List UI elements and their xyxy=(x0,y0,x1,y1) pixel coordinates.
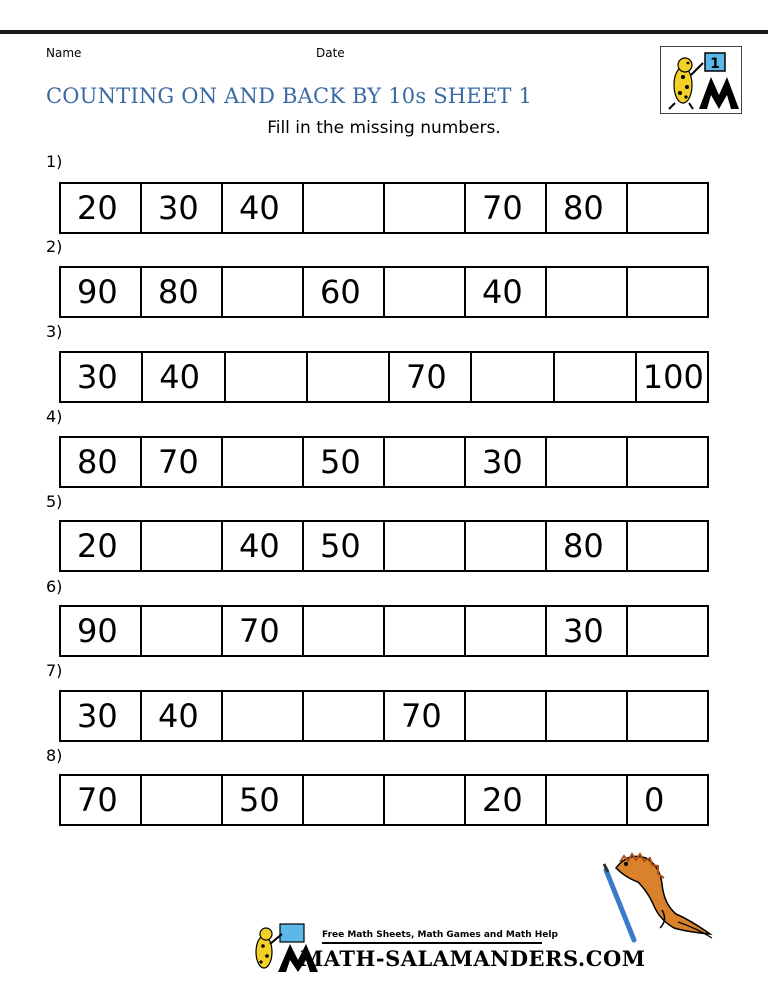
number-cell: 40 xyxy=(466,268,547,316)
answer-box-blank[interactable] xyxy=(304,607,385,655)
number-cell: 30 xyxy=(142,184,223,232)
number-cell: 70 xyxy=(390,353,472,401)
number-cell: 20 xyxy=(61,184,142,232)
number-sequence-row xyxy=(59,351,709,403)
answer-box-blank[interactable] xyxy=(304,184,385,232)
number-cell: 30 xyxy=(466,438,547,486)
answer-box-blank[interactable] xyxy=(385,438,466,486)
header-logo xyxy=(660,46,742,114)
instructions: Fill in the missing numbers. xyxy=(267,118,501,138)
number-cell: 70 xyxy=(142,438,223,486)
answer-box-blank[interactable] xyxy=(223,268,304,316)
question-number: 1) xyxy=(46,152,63,171)
number-sequence-row xyxy=(59,520,709,572)
answer-box-blank[interactable] xyxy=(547,268,628,316)
answer-box-blank[interactable] xyxy=(385,522,466,570)
answer-box-blank[interactable] xyxy=(628,692,707,740)
answer-box-blank[interactable] xyxy=(223,438,304,486)
worksheet-title: COUNTING ON AND BACK BY 10s SHEET 1 xyxy=(46,84,533,108)
answer-box-blank[interactable] xyxy=(547,692,628,740)
number-cell: 40 xyxy=(143,353,225,401)
answer-box-blank[interactable] xyxy=(304,776,385,824)
top-rule xyxy=(0,30,768,34)
number-cell: 60 xyxy=(304,268,385,316)
answer-box-blank[interactable] xyxy=(385,184,466,232)
number-cell: 30 xyxy=(61,692,142,740)
answer-box-blank[interactable] xyxy=(628,438,707,486)
number-cell: 70 xyxy=(466,184,547,232)
number-cell: 50 xyxy=(304,522,385,570)
number-sequence-row xyxy=(59,774,709,826)
number-cell: 90 xyxy=(61,607,142,655)
number-cell: 30 xyxy=(61,353,143,401)
answer-box-blank[interactable] xyxy=(385,268,466,316)
number-cell: 100 xyxy=(642,358,704,396)
number-sequence-row xyxy=(59,605,709,657)
question-number: 2) xyxy=(46,237,63,256)
number-cell: 40 xyxy=(223,522,304,570)
m-letter xyxy=(699,77,739,109)
answer-box-blank[interactable] xyxy=(466,607,547,655)
number-cell: 20 xyxy=(466,776,547,824)
answer-box-blank[interactable] xyxy=(466,692,547,740)
footer-tagline: Free Math Sheets, Math Games and Math Help xyxy=(322,930,558,940)
answer-box-blank[interactable] xyxy=(628,184,707,232)
date-label: Date xyxy=(316,46,345,60)
number-sequence-row xyxy=(59,690,709,742)
salamander-illustration-icon xyxy=(598,848,718,948)
question-number: 5) xyxy=(46,492,63,511)
question-number: 4) xyxy=(46,407,63,426)
answer-box-blank[interactable] xyxy=(223,692,304,740)
number-cell: 30 xyxy=(547,607,628,655)
number-cell: 40 xyxy=(142,692,223,740)
answer-box-blank[interactable] xyxy=(628,607,707,655)
answer-box-blank[interactable] xyxy=(385,776,466,824)
footer-rule xyxy=(322,942,542,944)
answer-box-blank[interactable] xyxy=(628,522,707,570)
answer-box-blank[interactable] xyxy=(547,438,628,486)
answer-box-blank[interactable] xyxy=(142,607,223,655)
number-cell: 50 xyxy=(223,776,304,824)
answer-box-blank[interactable] xyxy=(547,776,628,824)
number-cell: 80 xyxy=(547,184,628,232)
question-number: 7) xyxy=(46,661,63,680)
number-cell: 70 xyxy=(223,607,304,655)
answer-box-blank[interactable] xyxy=(142,522,223,570)
question-number: 3) xyxy=(46,322,63,341)
answer-box-blank[interactable] xyxy=(628,268,707,316)
answer-box-blank[interactable] xyxy=(466,522,547,570)
number-cell: 80 xyxy=(547,522,628,570)
question-number: 8) xyxy=(46,746,63,765)
number-sequence-row xyxy=(59,266,709,318)
number-cell: 70 xyxy=(61,776,142,824)
answer-box-blank[interactable] xyxy=(385,607,466,655)
number-cell: 90 xyxy=(61,268,142,316)
number-cell: 40 xyxy=(223,184,304,232)
number-cell: 80 xyxy=(142,268,223,316)
answer-box-blank[interactable] xyxy=(226,353,308,401)
footer-site-name: MATH-SALAMANDERS.COM xyxy=(300,946,646,971)
number-sequence-row xyxy=(59,436,709,488)
number-cell: 0 xyxy=(644,781,665,819)
question-number: 6) xyxy=(46,577,63,596)
answer-box-blank[interactable] xyxy=(555,353,637,401)
name-label: Name xyxy=(46,46,82,60)
salamander-logo-icon xyxy=(661,47,741,113)
number-cell: 80 xyxy=(61,438,142,486)
number-sequence-row xyxy=(59,182,709,234)
answer-box-blank[interactable] xyxy=(142,776,223,824)
number-cell: 50 xyxy=(304,438,385,486)
answer-box-blank[interactable] xyxy=(472,353,554,401)
number-cell: 70 xyxy=(385,692,466,740)
answer-box-blank[interactable] xyxy=(304,692,385,740)
answer-box-blank[interactable] xyxy=(308,353,390,401)
badge-number: 1 xyxy=(710,56,720,72)
number-cell: 20 xyxy=(61,522,142,570)
